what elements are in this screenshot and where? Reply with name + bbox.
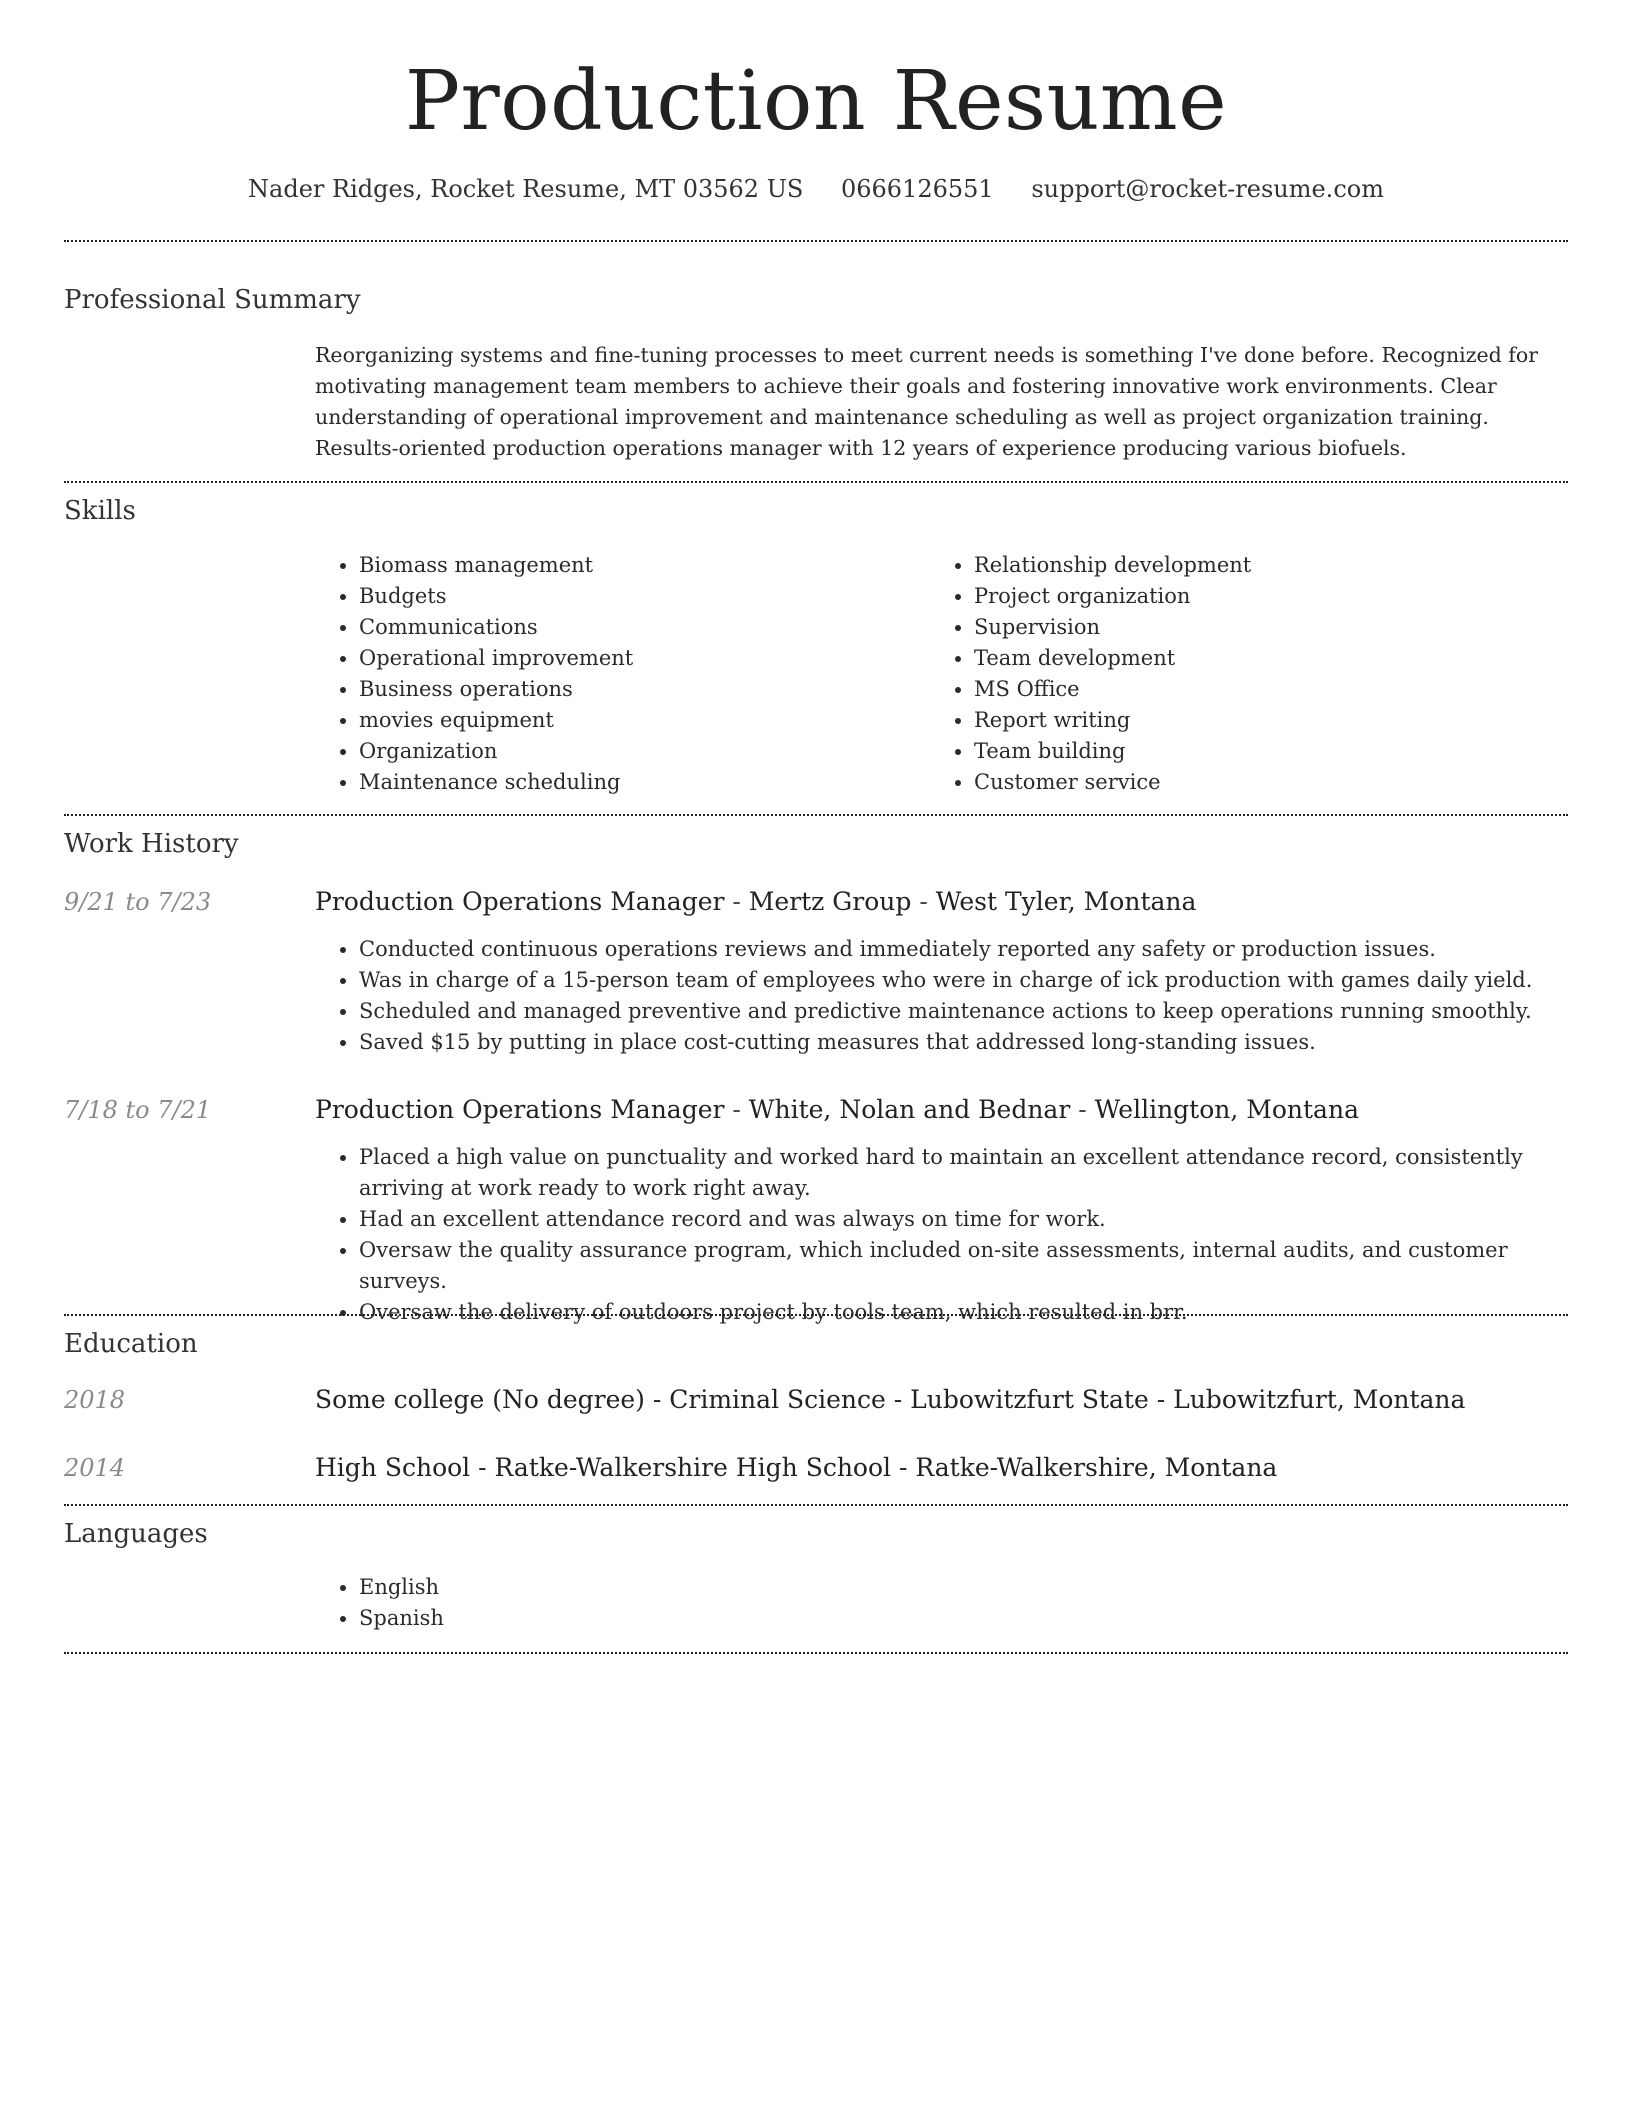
section-divider [64, 240, 1568, 242]
resume-title: Production Resume [404, 54, 1228, 149]
section-divider [64, 814, 1568, 816]
skill-item: • movies equipment [359, 705, 919, 736]
job-bullets [315, 1142, 1599, 1328]
skill-item: • Team development [974, 643, 1574, 674]
job-location: Wellington, Montana [1094, 1095, 1359, 1124]
separator: - [891, 1453, 916, 1482]
education-heading: Education [64, 1329, 198, 1359]
skill-item: • Biomass management [359, 550, 919, 581]
job-title: Production Operations Manager [315, 887, 725, 916]
separator: - [644, 1385, 670, 1414]
skill-item: • Budgets [359, 581, 919, 612]
separator: - [1148, 1385, 1174, 1414]
languages-list [315, 1572, 959, 1634]
section-divider [64, 1504, 1568, 1506]
job-dates: 9/21 to 7/23 [64, 888, 212, 916]
skills-list-right [930, 550, 1574, 798]
job-company: White, Nolan and Bednar [748, 1095, 1071, 1124]
section-divider [64, 1652, 1568, 1654]
skill-item: • Team building [974, 736, 1574, 767]
language-item: • Spanish [359, 1603, 959, 1634]
education-year: 2018 [64, 1386, 126, 1414]
job-bullet: • Placed a high value on punctuality and worked hard to maintain an excellent attendance record, consistently arriving at work ready to work right away. [359, 1142, 1599, 1204]
skill-item: • Business operations [359, 674, 919, 705]
skill-item: • Maintenance scheduling [359, 767, 919, 798]
education-field: Criminal Science [669, 1385, 886, 1414]
skill-item: • Organization [359, 736, 919, 767]
education-degree: Some college (No degree) [315, 1385, 645, 1414]
contact-email[interactable]: support@rocket-resume.com [1031, 175, 1384, 203]
skill-item: • Communications [359, 612, 919, 643]
job-title-line [315, 1092, 1359, 1128]
separator: - [470, 1453, 495, 1482]
education-degree: High School [315, 1453, 471, 1482]
job-location: West Tyler, Montana [935, 887, 1197, 916]
contact-address: Nader Ridges, Rocket Resume, MT 03562 US [248, 175, 804, 203]
education-line [315, 1450, 1277, 1486]
job-dates: 7/18 to 7/21 [64, 1096, 212, 1124]
separator: - [1070, 1095, 1095, 1124]
job-bullet: • Saved $15 by putting in place cost-cutting measures that addressed long-standing issues. [359, 1027, 1599, 1058]
job-bullet: • Oversaw the delivery of outdoors project by tools team, which resulted in brr. [359, 1297, 1599, 1328]
education-school: Ratke-Walkershire High School [494, 1453, 892, 1482]
separator: - [724, 887, 749, 916]
job-title: Production Operations Manager [315, 1095, 725, 1124]
skill-item: • MS Office [974, 674, 1574, 705]
separator: - [885, 1385, 911, 1414]
skill-item: • Customer service [974, 767, 1574, 798]
skill-item: • Relationship development [974, 550, 1574, 581]
summary-text: Reorganizing systems and fine-tuning processes to meet current needs is something I've done before. Recognized for motivating management team members to achieve their goals and fostering innovative work environments. Clear understanding of operational improvement and maintenance scheduling as well as project organization training. Results-oriented production operations manager with 12 years of experience producing various biofuels. [315, 343, 1539, 460]
job-bullet: • Conducted continuous operations reviews and immediately reported any safety or production issues. [359, 934, 1599, 965]
education-location: Ratke-Walkershire, Montana [915, 1453, 1278, 1482]
job-bullet: • Was in charge of a 15-person team of employees who were in charge of ick production with games daily yield. [359, 965, 1599, 996]
education-location: Lubowitzfurt, Montana [1173, 1385, 1466, 1414]
job-bullets [315, 934, 1599, 1058]
skill-item: • Operational improvement [359, 643, 919, 674]
skills-list-left [315, 550, 919, 798]
education-school: Lubowitzfurt State [910, 1385, 1149, 1414]
section-divider [64, 1314, 1568, 1316]
work-heading: Work History [64, 829, 239, 859]
separator: - [724, 1095, 749, 1124]
contact-phone: 0666126551 [841, 175, 994, 203]
separator: - [911, 887, 936, 916]
skills-heading: Skills [64, 496, 136, 526]
language-item: • English [359, 1572, 959, 1603]
section-divider [64, 481, 1568, 483]
contact-line [64, 170, 1568, 208]
job-bullet: • Oversaw the quality assurance program, which included on-site assessments, internal audits, and customer surveys. [359, 1235, 1599, 1297]
languages-heading: Languages [64, 1519, 208, 1549]
job-title-line [315, 884, 1196, 920]
education-year: 2014 [64, 1454, 126, 1482]
skill-item: • Supervision [974, 612, 1574, 643]
skill-item: • Project organization [974, 581, 1574, 612]
job-bullet: • Scheduled and managed preventive and predictive maintenance actions to keep operations running smoothly. [359, 996, 1599, 1027]
job-bullet: • Had an excellent attendance record and was always on time for work. [359, 1204, 1599, 1235]
summary-heading: Professional Summary [64, 285, 361, 315]
skill-item: • Report writing [974, 705, 1574, 736]
education-line [315, 1382, 1465, 1418]
job-company: Mertz Group [748, 887, 912, 916]
